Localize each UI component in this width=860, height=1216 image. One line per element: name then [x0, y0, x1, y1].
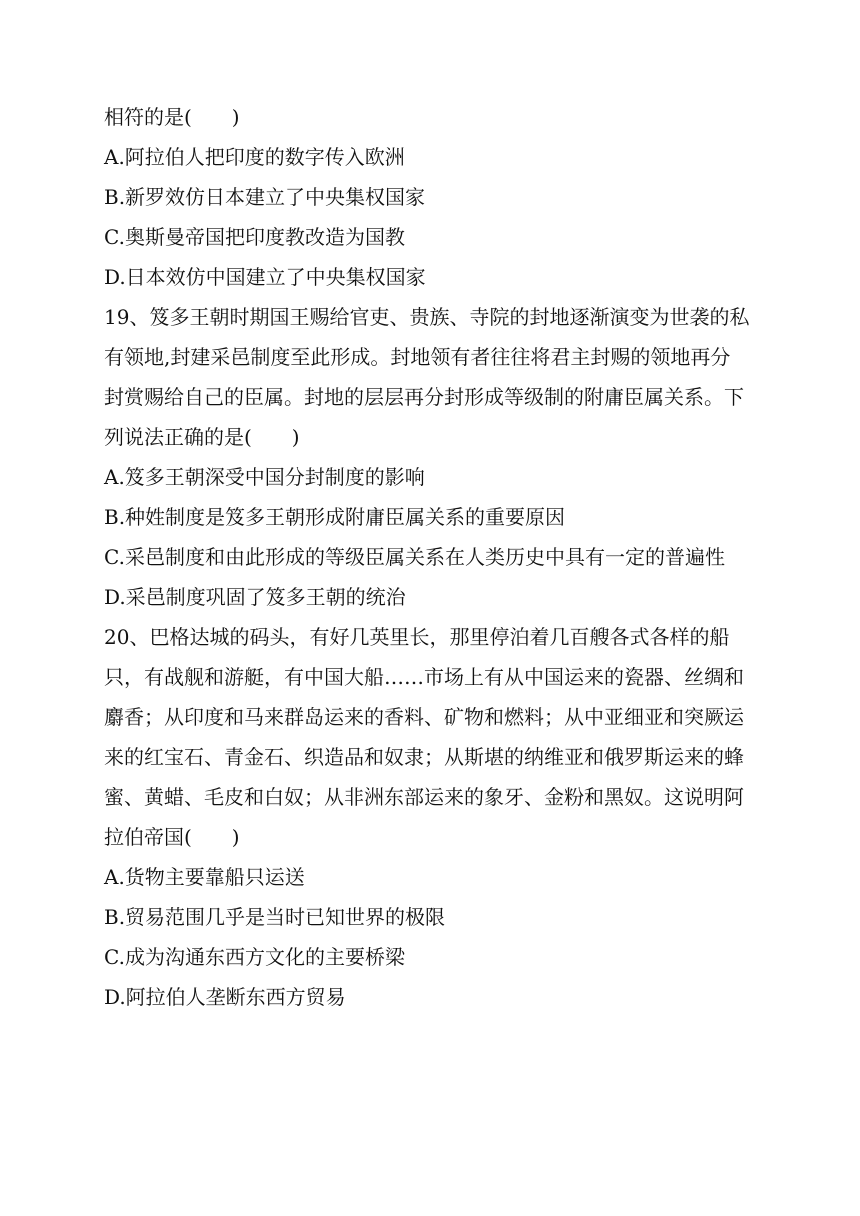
question-20-option-c: C.成为沟通东西方文化的主要桥梁 — [104, 945, 405, 969]
question-20-stem-line: 20、巴格达城的码头，有好几英里长，那里停泊着几百艘各式各样的船 — [104, 625, 730, 649]
question-20-stem-line: 来的红宝石、青金石、织造品和奴隶；从斯堪的纳维亚和俄罗斯运来的蜂 — [104, 745, 744, 769]
question-20-stem-line: 蜜、黄蜡、毛皮和白奴；从非洲东部运来的象牙、金粉和黑奴。这说明阿 — [104, 785, 744, 809]
question-18-option-b: B.新罗效仿日本建立了中央集权国家 — [104, 185, 426, 209]
question-19-stem-line: 19、笈多王朝时期国王赐给官吏、贵族、寺院的封地逐渐演变为世袭的私 — [104, 305, 750, 329]
question-20-option-a: A.货物主要靠船只运送 — [104, 865, 305, 889]
question-20-stem-line: 只，有战舰和游艇，有中国大船……市场上有从中国运来的瓷器、丝绸和 — [104, 665, 744, 689]
question-18-option-a: A.阿拉伯人把印度的数字传入欧洲 — [104, 145, 405, 169]
question-19-stem-line: 列说法正确的是( ) — [104, 425, 300, 449]
question-20-stem-line: 拉伯帝国( ) — [104, 825, 240, 849]
question-19 — [104, 297, 754, 617]
question-20-option-d: D.阿拉伯人垄断东西方贸易 — [104, 985, 346, 1009]
question-18 — [104, 97, 754, 297]
question-20-stem-line: 麝香；从印度和马来群岛运来的香料、矿物和燃料；从中亚细亚和突厥运 — [104, 705, 744, 729]
question-19-option-d: D.采邑制度巩固了笈多王朝的统治 — [104, 585, 406, 609]
question-19-option-b: B.种姓制度是笈多王朝形成附庸臣属关系的重要原因 — [104, 505, 566, 529]
question-18-option-d: D.日本效仿中国建立了中央集权国家 — [104, 265, 426, 289]
question-18-option-c: C.奥斯曼帝国把印度教改造为国教 — [104, 225, 405, 249]
question-18-stem: 相符的是( ) — [104, 105, 240, 129]
question-19-stem-line: 封赏赐给自己的臣属。封地的层层再分封形成等级制的附庸臣属关系。下 — [104, 385, 744, 409]
question-19-option-a: A.笈多王朝深受中国分封制度的影响 — [104, 465, 425, 489]
question-20-option-b: B.贸易范围几乎是当时已知世界的极限 — [104, 905, 446, 929]
question-content — [104, 97, 754, 1017]
question-20 — [104, 617, 754, 1017]
question-19-stem-line: 有领地,封建采邑制度至此形成。封地领有者往往将君主封赐的领地再分 — [104, 345, 731, 369]
question-19-option-c: C.采邑制度和由此形成的等级臣属关系在人类历史中具有一定的普遍性 — [104, 545, 725, 569]
